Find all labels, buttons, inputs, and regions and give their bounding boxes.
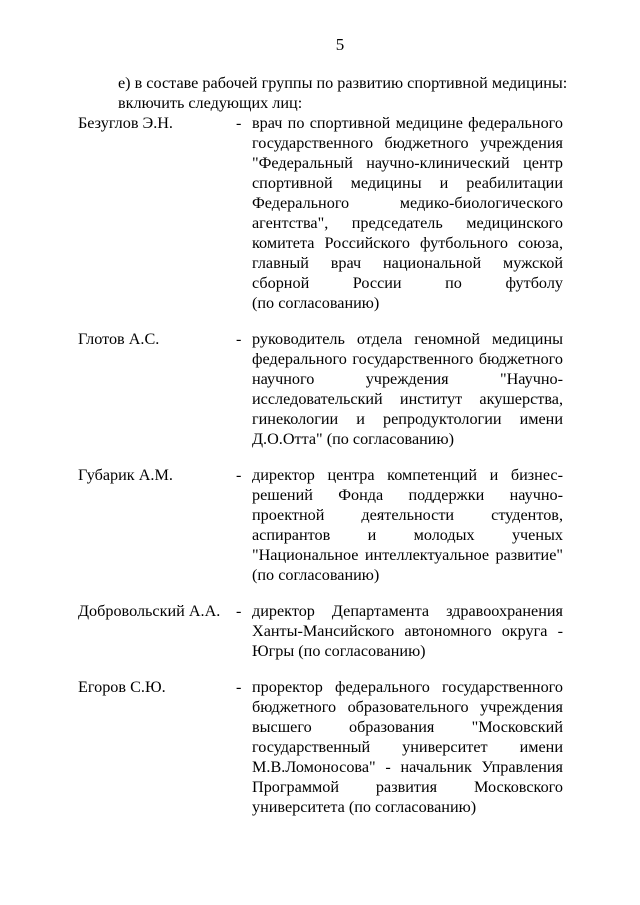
entry-dash: - [236, 678, 242, 696]
entry-dash: - [236, 330, 242, 348]
description-line: бюджетного образовательного учреждения [252, 698, 563, 716]
intro-line: е) в составе рабочей группы по развитию спортивной медицины: [118, 74, 568, 92]
member-name: Глотов А.С. [78, 330, 160, 348]
member-entry [78, 329, 573, 449]
description-line: государственный университет имени [252, 738, 563, 756]
description-line: М.В.Ломоносова" - начальник Управления [252, 758, 563, 776]
description-line: "Национальное интеллектуальное развитие" [252, 546, 563, 564]
description-line: спортивной медицины и реабилитации [252, 174, 563, 192]
description-line: высшего образования "Московский [252, 718, 563, 736]
member-name: Губарик А.М. [78, 466, 173, 484]
description-line: агентства", председатель медицинского [252, 214, 563, 232]
description-line: государственного бюджетного учреждения [252, 134, 563, 152]
description-line: директор Департамента здравоохранения [252, 602, 563, 620]
member-name: Егоров С.Ю. [78, 678, 166, 696]
description-line: комитета Российского футбольного союза, [252, 234, 563, 252]
member-description [252, 329, 563, 449]
entry-dash: - [236, 466, 242, 484]
description-line: проректор федерального государственного [252, 678, 563, 696]
members-list [78, 113, 573, 833]
description-line: главный врач национальной мужской [252, 254, 563, 272]
intro-line: включить следующих лиц: [118, 94, 303, 112]
description-line: руководитель отдела геномной медицины [252, 330, 563, 348]
description-line: Ханты-Мансийского автономного округа - [252, 622, 563, 640]
description-line: Югры (по согласованию) [252, 642, 426, 660]
entry-dash: - [236, 602, 242, 620]
page-number: 5 [335, 35, 345, 54]
description-line: (по согласованию) [252, 566, 380, 584]
member-entry [78, 113, 573, 313]
description-line: (по согласованию) [252, 294, 380, 312]
description-line: проектной деятельности студентов, [252, 506, 563, 524]
member-entry [78, 465, 573, 585]
entry-dash: - [236, 114, 242, 132]
member-entry [78, 601, 573, 661]
description-line: научного учреждения "Научно- [252, 370, 563, 388]
description-line: решений Фонда поддержки научно- [252, 486, 563, 504]
description-line: Федерального медико-биологического [252, 194, 563, 212]
description-line: федерального государственного бюджетного [252, 350, 563, 368]
description-line: Программой развития Московского [252, 778, 563, 796]
intro-paragraph [118, 73, 573, 113]
description-line: "Федеральный научно-клинический центр [252, 154, 563, 172]
member-description [252, 113, 563, 313]
member-description [252, 465, 563, 585]
description-line: сборной России по футболу [252, 274, 563, 292]
description-line: университета (по согласованию) [252, 798, 477, 816]
description-line: гинекологии и репродуктологии имени [252, 410, 563, 428]
description-line: врач по спортивной медицине федерального [252, 114, 563, 132]
member-description [252, 601, 563, 661]
description-line: исследовательский институт акушерства, [252, 390, 563, 408]
description-line: Д.О.Отта" (по согласованию) [252, 430, 454, 448]
member-name: Безуглов Э.Н. [78, 114, 173, 132]
description-line: директор центра компетенций и бизнес- [252, 466, 563, 484]
member-name: Добровольский А.А. [78, 602, 221, 620]
description-line: аспирантов и молодых ученых [252, 526, 563, 544]
member-entry [78, 677, 573, 817]
member-description [252, 677, 563, 817]
